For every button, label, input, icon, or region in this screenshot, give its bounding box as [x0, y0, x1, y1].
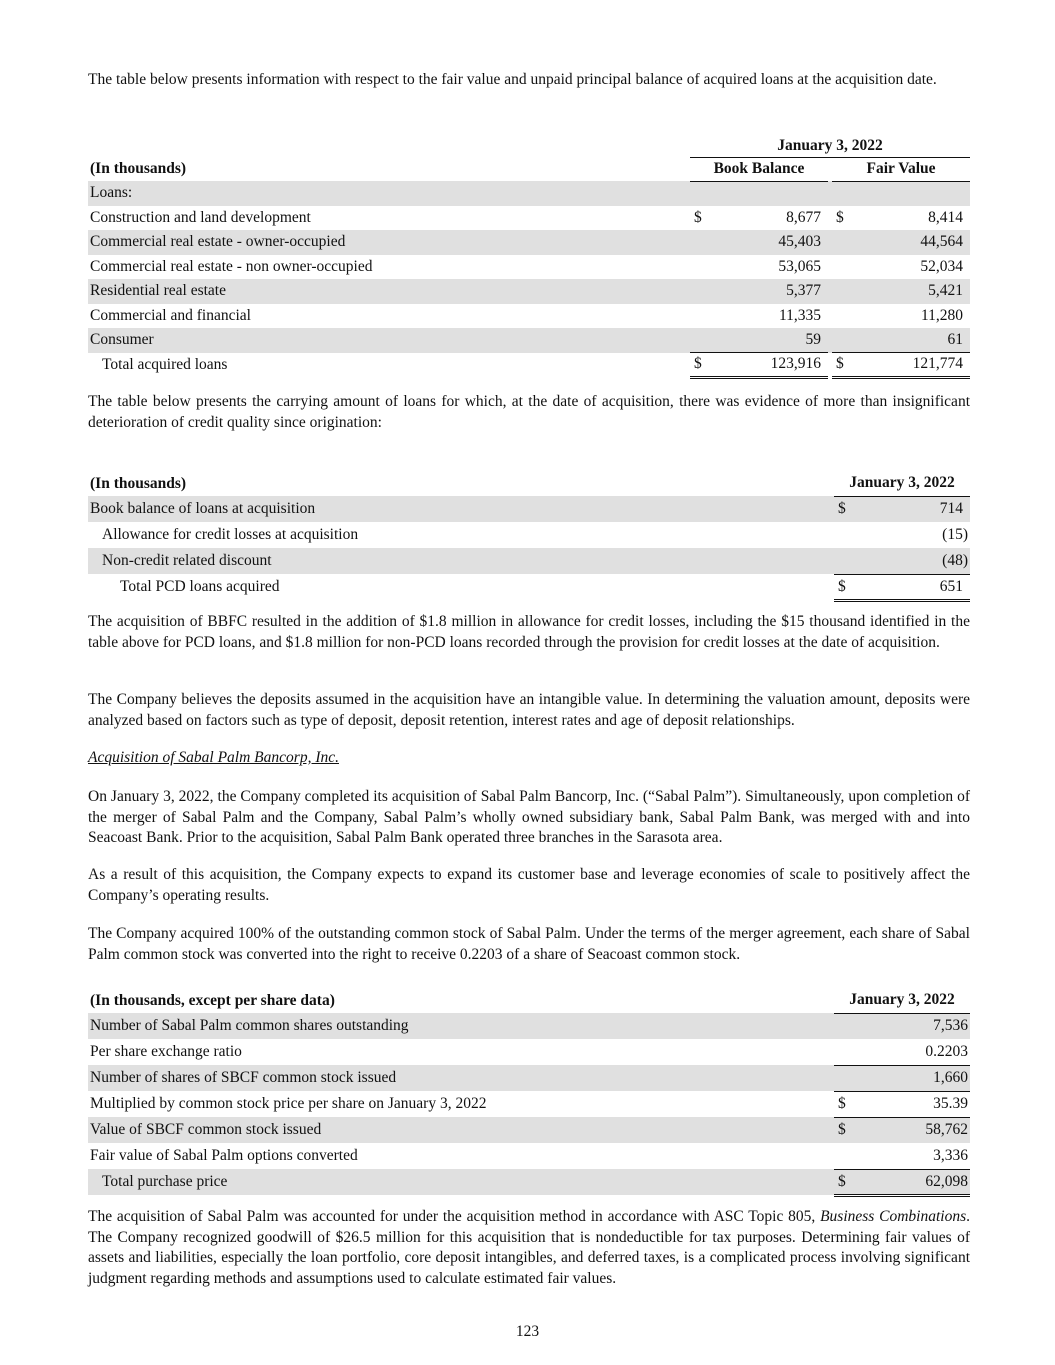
- intro-paragraph: [88, 70, 970, 91]
- table-row: Consumer 59 61: [88, 328, 970, 353]
- pcd-intro-paragraph: The table below presents the carrying amount of loans for which, at the date of acquisition, there was evidence of more than insignificant deterioration of credit quality since origination:: [88, 393, 970, 431]
- fair-value-header: Fair Value: [832, 157, 970, 181]
- table-row: Construction and land development $ 8,677 $ 8,414: [90, 208, 964, 226]
- table-row: Commercial and financial 11,335 11,280: [90, 306, 964, 324]
- acquired-loans-table: [88, 135, 970, 379]
- expansion-paragraph: As a result of this acquisition, the Company expects to expand its customer base and leverage economies of scale to positively affect the Company’s operating results.: [88, 866, 970, 904]
- purchase-price-table: [88, 988, 970, 1197]
- pcd-loans-table: [88, 471, 970, 602]
- total-row: Total purchase price $ 62,098: [88, 1169, 970, 1195]
- total-row: Total acquired loans $ 123,916 $ 121,774: [88, 353, 970, 378]
- deposits-paragraph: The Company believes the deposits assumed in the acquisition have an intangible value. In determining the valuation amount, deposits were analyzed based on factors such as type of deposit, deposit retention, interest rates and age of deposit relationships.: [88, 691, 970, 729]
- period-header: January 3, 2022: [834, 471, 970, 496]
- section-heading: [88, 748, 970, 769]
- allowance-paragraph: The acquisition of BBFC resulted in the addition of $1.8 million in allowance for credit losses, including the $15 thousand identified in the table above for PCD loans, and $1.8 million for non-PCD loans recorded through the provision for credit losses at the date of acquisition.: [88, 613, 970, 651]
- period-header: January 3, 2022: [834, 988, 970, 1013]
- accounting-paragraph: The acquisition of Sabal Palm was accounted for under the acquisition method in accordance with ASC Topic 805, Business Combinations. The Company recognized goodwill of $26.5 million for this acquisition that is nondeductible for tax purposes. Determining fair values of assets and liabilities, especially the loan portfolio, core deposit intangibles, and deferred taxes, is a complicated process involving significant judgment regarding methods and assumptions used to calculate estimated fair values.: [88, 1208, 970, 1287]
- table-row: Residential real estate 5,377 5,421: [88, 279, 970, 304]
- table-row: Number of shares of SBCF common stock issued 1,660: [88, 1065, 970, 1091]
- table-row: Number of Sabal Palm common shares outstanding 7,536: [88, 1013, 970, 1039]
- stock-paragraph: The Company acquired 100% of the outstanding common stock of Sabal Palm. Under the terms of the merger agreement, each share of Sabal Palm common stock was converted into the right to receive 0.2203 of a share of Seacoast common stock.: [88, 925, 970, 963]
- label-header: (In thousands): [90, 160, 187, 177]
- table-row: Fair value of Sabal Palm options converted 3,336: [88, 1143, 970, 1169]
- table-row: Per share exchange ratio 0.2203: [88, 1039, 970, 1065]
- section-label: Loans:: [88, 181, 690, 206]
- table-row: Value of SBCF common stock issued $ 58,762: [88, 1117, 970, 1143]
- period-header: January 3, 2022: [690, 135, 970, 157]
- label-header: (In thousands): [90, 474, 187, 492]
- table-row: Commercial real estate - owner-occupied 45,403 44,564: [88, 230, 970, 255]
- table-row: Multiplied by common stock price per share on January 3, 2022 $ 35.39: [88, 1091, 970, 1117]
- total-row: Total PCD loans acquired $ 651: [88, 574, 970, 600]
- sabal-palm-paragraph: On January 3, 2022, the Company completed its acquisition of Sabal Palm Bancorp, Inc. (“Sabal Palm”). Simultaneously, upon completion of the merger of Sabal Palm and the Company, Sabal Palm’s wholly owned subsidiary bank, Sabal Palm Bank, was merged with and into Seacoast Bank. Prior to the acquisition, Sabal Palm Bank operated three branches in the Sarasota area.: [88, 788, 970, 846]
- table-row: Book balance of loans at acquisition $ 714: [88, 496, 970, 522]
- page-number: 123: [515, 1323, 540, 1340]
- table-row: Commercial real estate - non owner-occupied 53,065 52,034: [90, 257, 964, 275]
- table-row: Non-credit related discount (48): [88, 548, 970, 574]
- sabal-palm-heading: Acquisition of Sabal Palm Bancorp, Inc.: [88, 749, 339, 766]
- book-balance-header: Book Balance: [690, 157, 828, 181]
- label-header: (In thousands, except per share data): [90, 991, 335, 1009]
- table-row: Allowance for credit losses at acquisition (15): [102, 526, 968, 543]
- paragraph-text: The table below presents information with respect to the fair value and unpaid principal balance of acquired loans at the acquisition date.: [88, 71, 937, 88]
